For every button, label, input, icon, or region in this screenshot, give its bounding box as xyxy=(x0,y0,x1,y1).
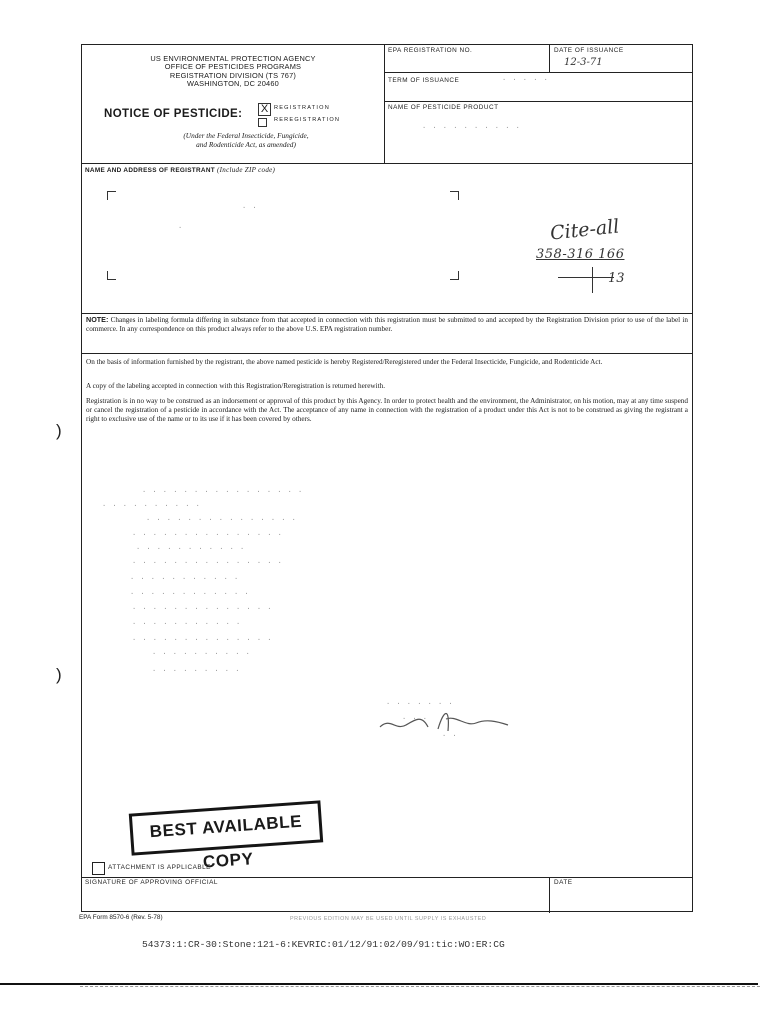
term-of-issuance-label: TERM OF ISSUANCE xyxy=(388,77,460,84)
handwritten-number: 13 xyxy=(608,271,625,286)
notice-title: NOTICE OF PESTICIDE: xyxy=(104,108,243,120)
act-reference-line1: (Under the Federal Insecticide, Fungicide, xyxy=(183,131,309,140)
agency-office: OFFICE OF PESTICIDES PROGRAMS xyxy=(164,62,302,72)
margin-bracket-lower: ) xyxy=(56,665,62,684)
note-row-line xyxy=(82,313,692,314)
handwritten-tick-vertical xyxy=(592,267,593,293)
registrant-label: NAME AND ADDRESS OF REGISTRANT xyxy=(85,167,215,174)
date-label: DATE xyxy=(554,879,573,886)
handwritten-reg-number: 358-316 166 xyxy=(536,247,625,262)
note-label: NOTE: xyxy=(86,315,109,324)
disclaimer-paragraph: Registration is in no way to be construed as an indorsement or approval of this product by this Agency. In order to protect health and the environment, the Administrator, on his motion, may at any time suspend or cancel the registration of a pesticide in accordance with the Act. The acceptance of any name in connection with the registration of a product under this Act is not to be construed as giving the registrant a right to exclusive use of the name or to its use if it has been covered by others. xyxy=(86,397,688,423)
registrant-label-zip: (Include ZIP code) xyxy=(217,166,276,174)
faint-text-area: . . . . . . . . . . . . . . . . . . . . . . . . . . . . . . . . . . . . . . . . . . . . . . . . . . . . . . . . . . . . . . . . . . . . . . . . . . . . . . . . . . . . . . . . . . . . . . . . . . . . . . . . . . . . . . . . . . . . . . . . . . . . . . . . . . . . . . . . . . . . . . . . . . . . . . . . . . . . . . . . . . . . . . . . . . . . . . . xyxy=(102,487,458,739)
date-column-divider xyxy=(549,45,550,72)
agency-division: REGISTRATION DIVISION (TS 767) xyxy=(169,70,297,80)
form-number: EPA Form 8570-6 (Rev. 5-78) xyxy=(79,914,163,921)
registration-checkbox[interactable]: X xyxy=(258,103,271,116)
address-faint-1: . . xyxy=(242,203,258,211)
page-bottom-rule-faint xyxy=(80,986,760,987)
signature-row-line xyxy=(82,877,692,878)
margin-bracket-upper: ) xyxy=(56,421,62,440)
product-name-faint: . . . . . . . . . . xyxy=(422,123,521,131)
act-reference-line2: and Rodenticide Act, as amended) xyxy=(196,140,296,149)
address-window-corner-bl xyxy=(107,271,116,280)
signature-scribble xyxy=(376,701,526,741)
labeling-statement: A copy of the labeling accepted in connection with this Registration/Reregistration is returned herewith. xyxy=(86,382,385,390)
registrant-label-row xyxy=(85,166,275,174)
act-reference xyxy=(106,131,386,149)
term-row-line xyxy=(384,72,692,73)
date-of-issuance-label: DATE OF ISSUANCE xyxy=(554,47,624,54)
agency-name: US ENVIRONMENTAL PROTECTION AGENCY xyxy=(150,54,316,63)
reregistration-option-label: REREGISTRATION xyxy=(274,117,341,123)
note-text: Changes in labeling formula differing in substance from that accepted in connection with this registration must be submitted to and accepted by the Registration Division prior to use of the label in commerce. In any correspondence on this product always refer to the above U.S. EPA registration number. xyxy=(86,316,689,333)
registration-option-label: REGISTRATION xyxy=(274,105,330,111)
best-available-copy-stamp: BEST AVAILABLE COPY xyxy=(129,800,323,855)
registrant-row-line xyxy=(82,163,692,164)
address-window-corner-tr xyxy=(450,191,459,200)
signature-label: SIGNATURE OF APPROVING OFFICIAL xyxy=(85,879,218,886)
note-paragraph xyxy=(86,316,688,334)
date-of-issuance-value[interactable]: 12-3-71 xyxy=(564,57,603,68)
agency-block xyxy=(82,55,384,89)
attachment-label: ATTACHMENT IS APPLICABLE xyxy=(108,864,211,871)
attachment-checkbox[interactable] xyxy=(92,862,105,875)
address-window-corner-br xyxy=(450,271,459,280)
address-window-corner-tl xyxy=(107,191,116,200)
previous-editions-note: PREVIOUS EDITION MAY BE USED UNTIL SUPPLY IS EXHAUSTED xyxy=(290,916,487,922)
signature-date-divider xyxy=(549,877,550,913)
page-bottom-rule xyxy=(0,983,758,985)
body-row-line xyxy=(82,353,692,354)
term-of-issuance-faint: . . . . . xyxy=(502,75,549,83)
product-row-line xyxy=(384,101,692,102)
reregistration-checkbox[interactable] xyxy=(258,118,267,127)
pesticide-notice-form xyxy=(81,44,693,912)
handwritten-tick-horizontal xyxy=(558,277,614,278)
epa-reg-no-label: EPA REGISTRATION NO. xyxy=(388,47,473,54)
scan-identifier: 54373:1:CR-30:Stone:121-6:KEVRIC:01/12/91:02/09/91:tic:WO:ER:CG xyxy=(142,939,505,950)
registration-statement: On the basis of information furnished by the registrant, the above named pesticide is hereby Registered/Reregistered under the Federal Insecticide, Fungicide, and Rodenticide Act. xyxy=(86,358,603,366)
agency-address: WASHINGTON, DC 20460 xyxy=(187,79,279,89)
address-faint-2: . xyxy=(178,223,184,231)
product-name-label: NAME OF PESTICIDE PRODUCT xyxy=(388,104,499,111)
handwritten-cite-all: Cite-all xyxy=(549,215,621,245)
